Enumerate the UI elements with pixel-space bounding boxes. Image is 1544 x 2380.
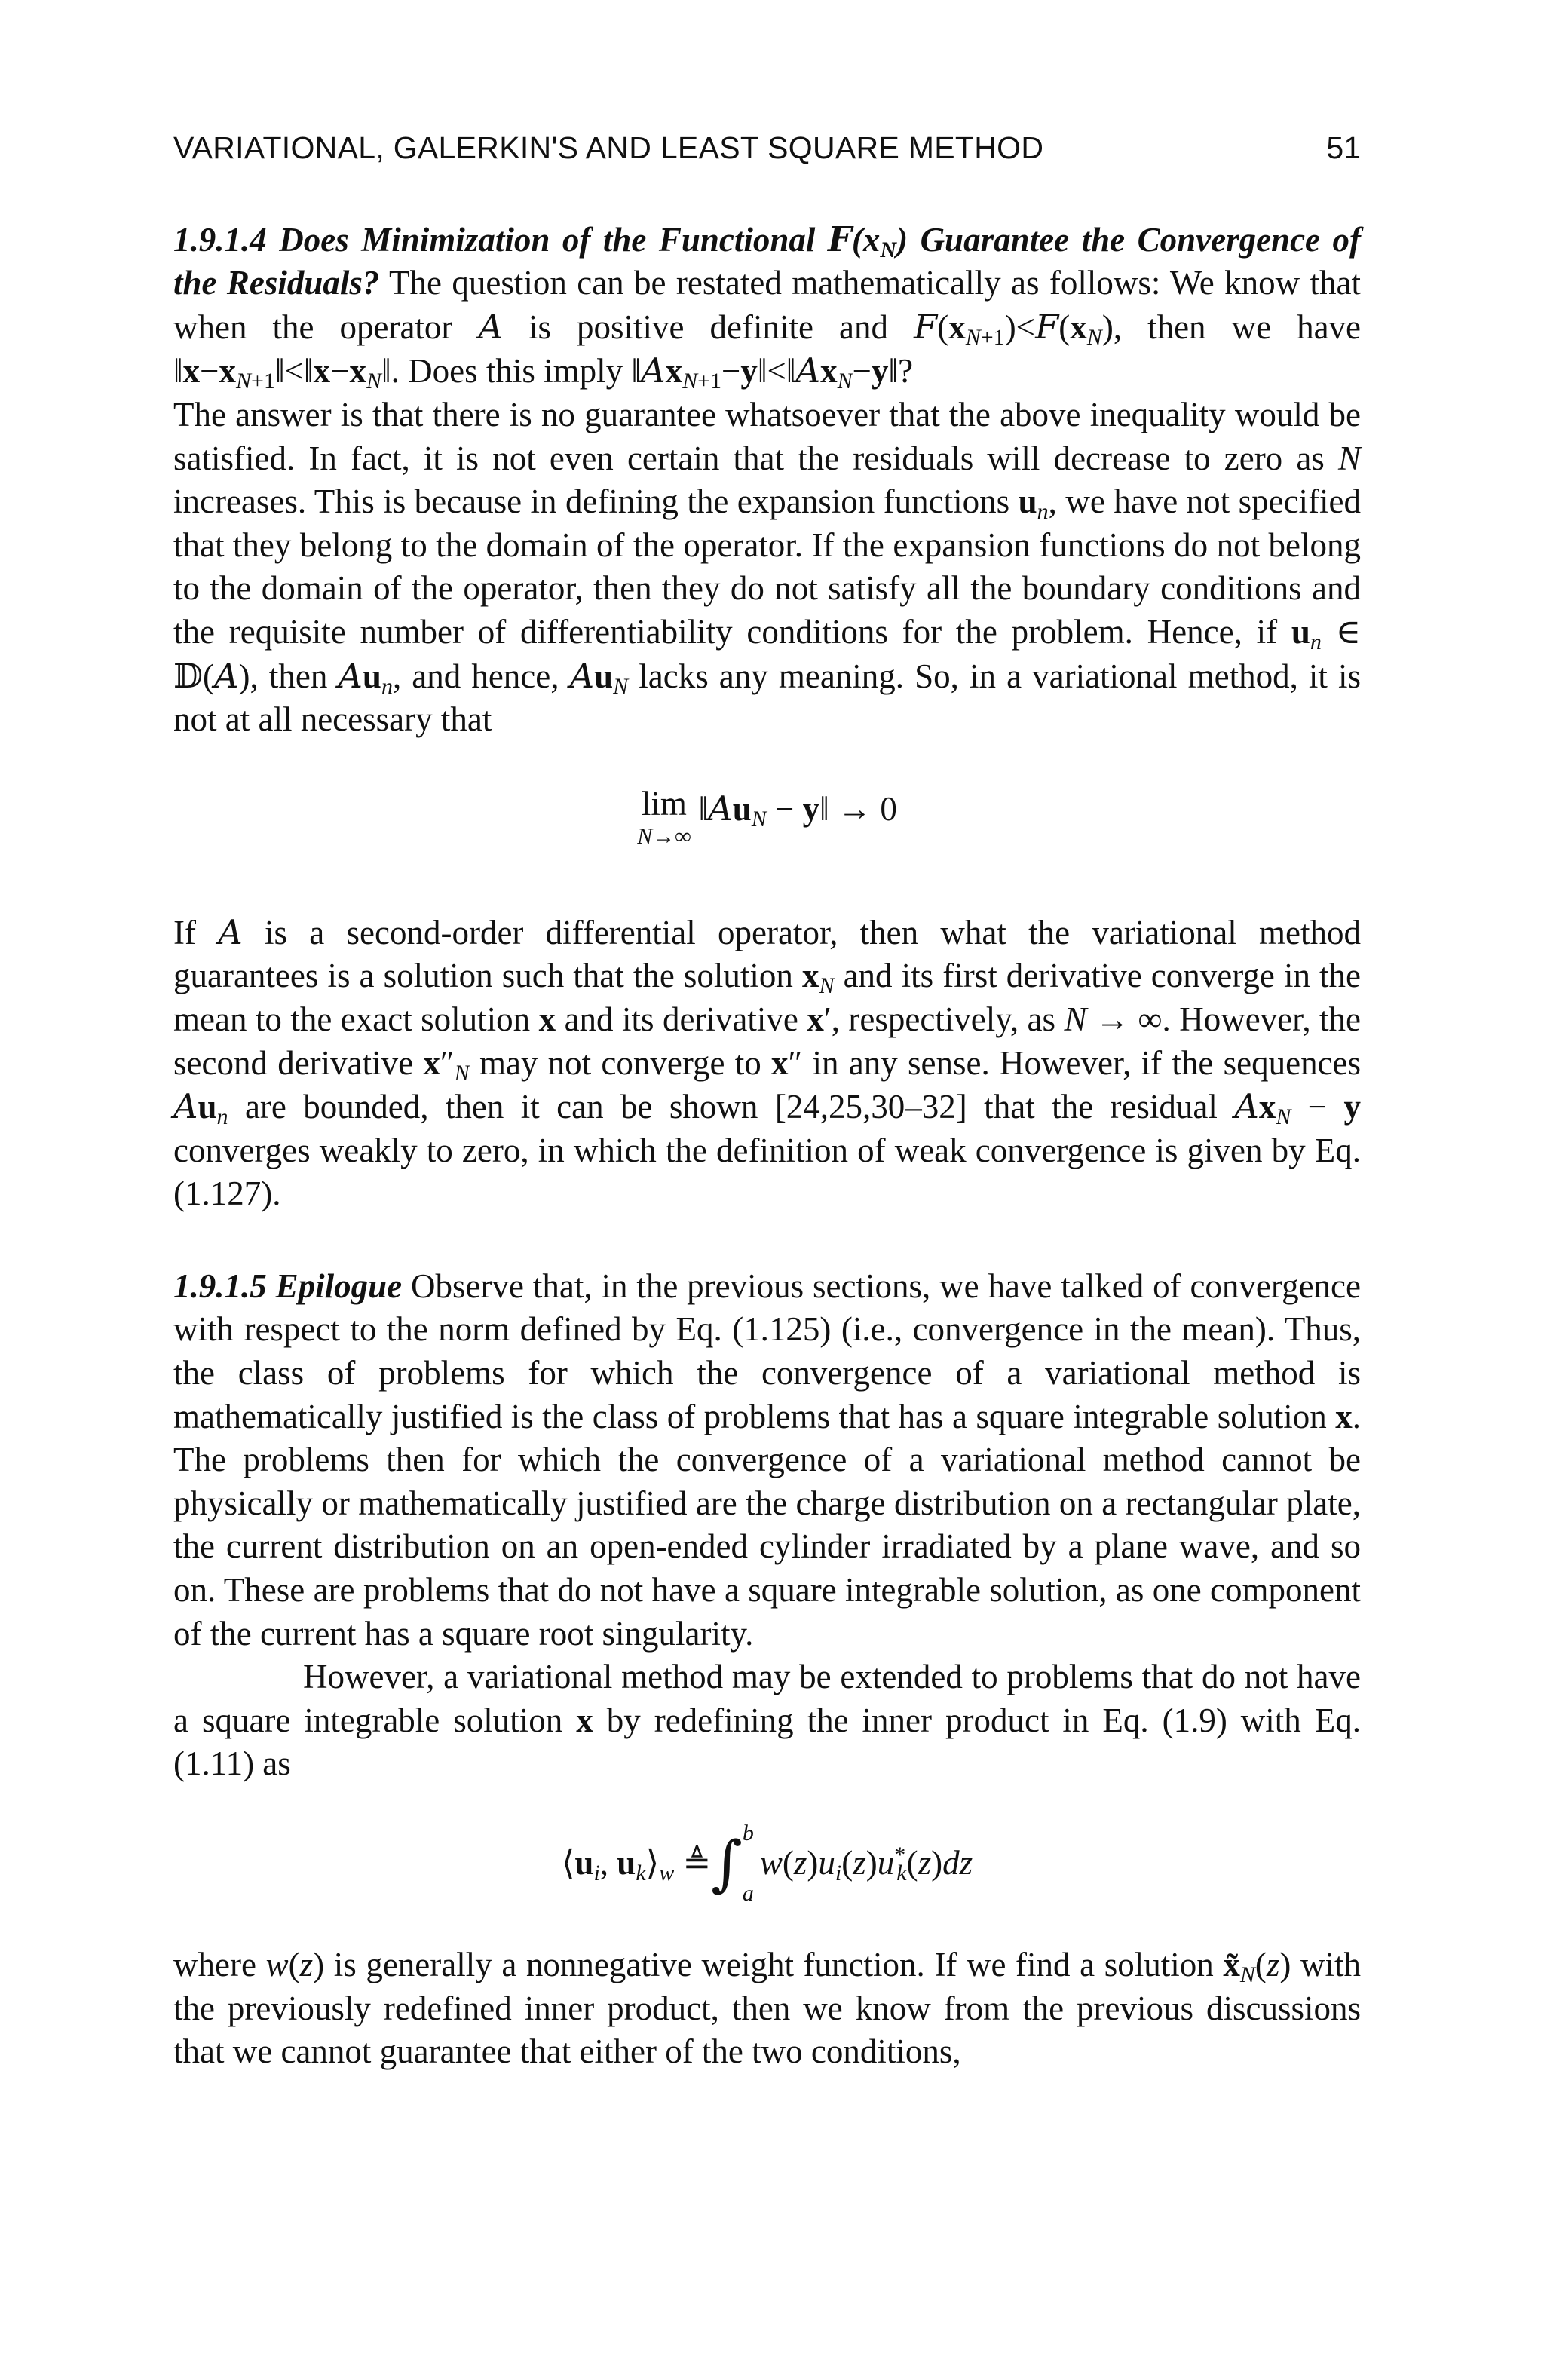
extension-paragraph: However, a variational method may be extended to problems that do not have a square integrable solution x by redefining the inner product in Eq. (1.9) with Eq. (1.11) as — [173, 1658, 1362, 1783]
answer-paragraph: The answer is that there is no guarantee whatsoever that the above inequality would be satisfied. In fact, it is not even certain that the residuals will decrease to zero as N increases. This is because in defining the expansion functions $u_n$, we have not specified that they belong to the domain of the operator. If the expansion functions do not belong to the domain of the operator, then they do not satisfy all the boundary conditions and the requisite number of differentiability conditions for the problem. Hence, if $u_n$ ∈ 𝔻(A), then $Au_n$, and hence, $Au_N$ lacks any meaning. So, in a variational method, it is not at all necessary that — [173, 395, 1362, 739]
convergence-paragraph: If A is a second-order differential operator, then what the variational method guarantees is a solution such that the solution $x_N$ and its first derivative converge in the mean to the exact solution x and its derivative x′, respectively, as N → ∞. However, the second derivative $x''_N$ may not converge to x″ in any sense. However, if the sequences $Au_n$ are bounded, then it can be shown [24,25,30–32] that the residual $Ax_N - y$ converges weakly to zero, in which the definition of weak convergence is given by Eq. (1.127). — [173, 911, 1362, 1213]
page-header — [173, 127, 1361, 170]
running-head: VARIATIONAL, GALERKIN'S AND LEAST SQUARE METHOD — [173, 130, 1044, 165]
question-text-3: , then we have — [1113, 308, 1362, 346]
question-text-2: is positive definite and — [528, 308, 888, 346]
limit-equation: lim N→∞ $‖Au_N$ − y‖ → 0 — [637, 784, 897, 849]
question-text-1: The question can be restated mathematically as follows: We know that when the operator — [173, 264, 1362, 346]
section-heading-1-9-1-4: 1.9.1.4 Does Minimization of the Functional $F(x_N)$ Guarantee the Convergence of the Residuals? — [173, 219, 1362, 302]
section-1-9-1-4-paragraph: 1.9.1.4 Does Minimization of the Functional $F(x_N)$ Guarantee the Convergence of the Residuals? The question can be restated mathematically as follows: We know that when the operator A is positive definite and $F(x_{N+1})<F(x_N)$, then we have $‖x-x_{N+1}‖<‖x-x_N‖$. Does this imply $‖Ax_{N+1}-y‖<‖Ax_N-y‖$? — [173, 219, 1362, 394]
section-1-9-1-5-paragraph: 1.9.1.5 Epilogue Observe that, in the previous sections, we have talked of convergence with respect to the norm defined by Eq. (1.125) (i.e., convergence in the mean). Thus, the class of problems for which the convergence of a variational method is mathematically justified is the class of problems that has a square integrable solution x. The problems then for which the convergence of a variational method cannot be physically or mathematically justified are the charge distribution on a rectangular plate, the current distribution on an open-ended cylinder irradiated by a plane wave, and so on. These are problems that do not have a square integrable solution, as one component of the current has a square root singularity. — [173, 1267, 1362, 1653]
question-text-4: . Does this imply — [391, 352, 623, 391]
page-number: 51 — [1326, 130, 1361, 165]
inner-product-equation: $⟨u_i$, $u_k⟩_w$ ≜ ∫ b a $w(z)u_i(z)u^*_k(z)dz$ — [561, 1820, 973, 1906]
final-paragraph: where w(z) is generally a nonnegative weight function. If we find a solution $x̃_N(z)$ with the previously redefined inner product, then we know from the previous discussions that we cannot guarantee that either of the two conditions, — [173, 1946, 1362, 2071]
section-heading-1-9-1-5: 1.9.1.5 Epilogue — [173, 1267, 403, 1305]
book-page — [173, 127, 1361, 2074]
